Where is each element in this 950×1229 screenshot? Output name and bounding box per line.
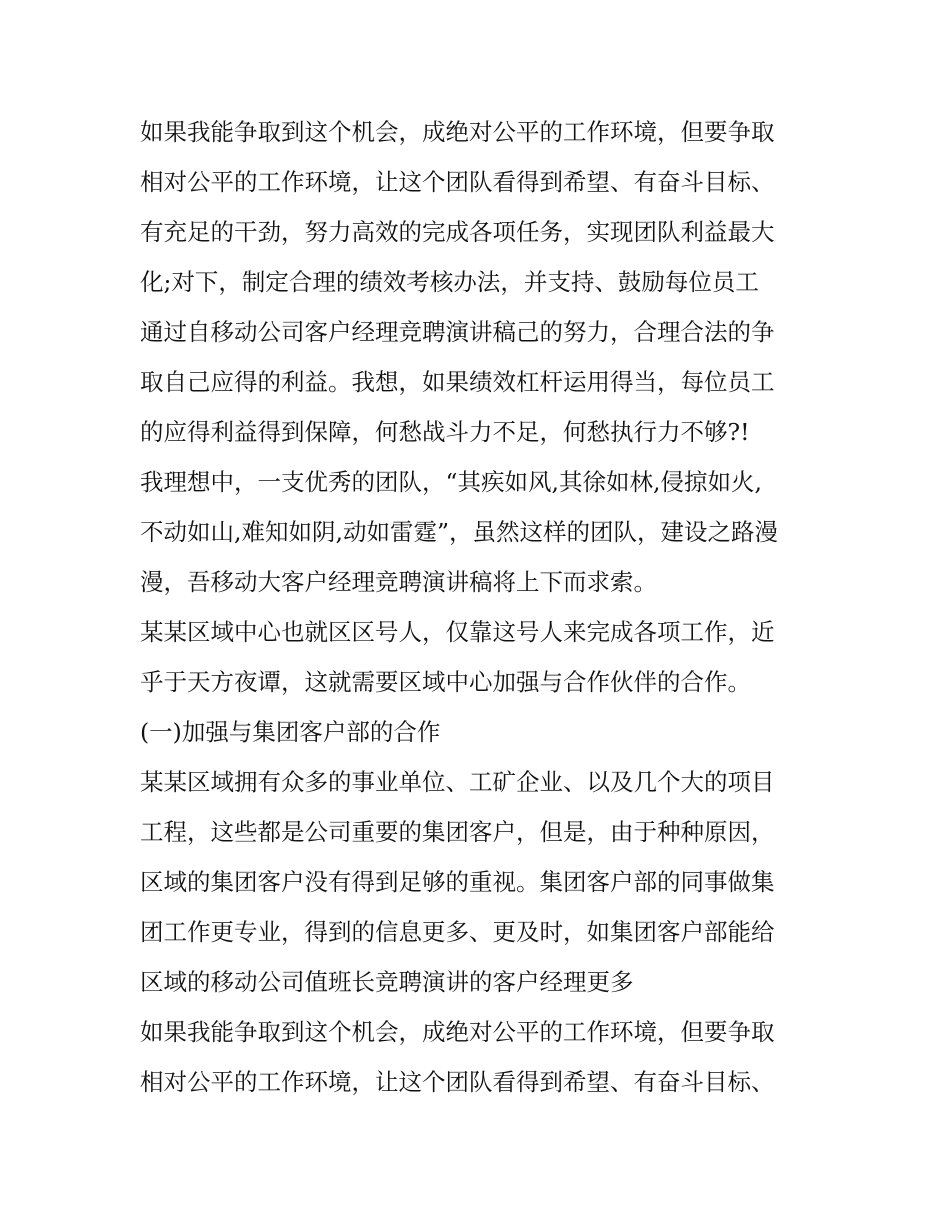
text-line-10: 漫，吾移动大客户经理竞聘演讲稿将上下而求索。 — [140, 568, 657, 596]
text-line-11: 某某区域中心也就区区号人，仅靠这号人来完成各项工作，近 — [140, 618, 775, 646]
text-line-17: 团工作更专业，得到的信息更多、更及时，如集团客户部能给 — [140, 918, 775, 946]
text-line-19: 如果我能争取到这个机会，成绝对公平的工作环境，但要争取 — [140, 1018, 775, 1046]
text-line-8: 我理想中，一支优秀的团队，“其疾如风,其徐如林,侵掠如火, — [140, 468, 762, 496]
text-line-14: 某某区域拥有众多的事业单位、工矿企业、以及几个大的项目 — [140, 768, 775, 796]
section-heading: (一)加强与集团客户部的合作 — [140, 718, 441, 746]
text-line-12: 乎于天方夜谭，这就需要区域中心加强与合作伙伴的合作。 — [140, 668, 751, 696]
text-line-16: 区域的集团客户没有得到足够的重视。集团客户部的同事做集 — [140, 868, 775, 896]
text-line-3: 有充足的干劲，努力高效的完成各项任务，实现团队利益最大 — [140, 218, 775, 246]
text-line-20: 相对公平的工作环境，让这个团队看得到希望、有奋斗目标、 — [140, 1068, 775, 1096]
text-line-15: 工程，这些都是公司重要的集团客户，但是，由于种种原因， — [140, 818, 775, 846]
text-line-1: 如果我能争取到这个机会，成绝对公平的工作环境，但要争取 — [140, 118, 775, 146]
text-line-4: 化;对下，制定合理的绩效考核办法，并支持、鼓励每位员工 — [140, 268, 759, 296]
document-body — [140, 107, 820, 1107]
text-line-7: 的应得利益得到保障，何愁战斗力不足，何愁执行力不够?! — [140, 418, 750, 446]
text-line-6: 取自己应得的利益。我想，如果绩效杠杆运用得当，每位员工 — [140, 368, 775, 396]
text-line-18: 区域的移动公司值班长竞聘演讲的客户经理更多 — [140, 968, 634, 996]
text-line-2: 相对公平的工作环境，让这个团队看得到希望、有奋斗目标、 — [140, 168, 775, 196]
text-line-5: 通过自移动公司客户经理竞聘演讲稿己的努力，合理合法的争 — [140, 318, 775, 346]
text-line-9: 不动如山,难知如阴,动如雷霆”，虽然这样的团队，建设之路漫 — [140, 518, 778, 546]
